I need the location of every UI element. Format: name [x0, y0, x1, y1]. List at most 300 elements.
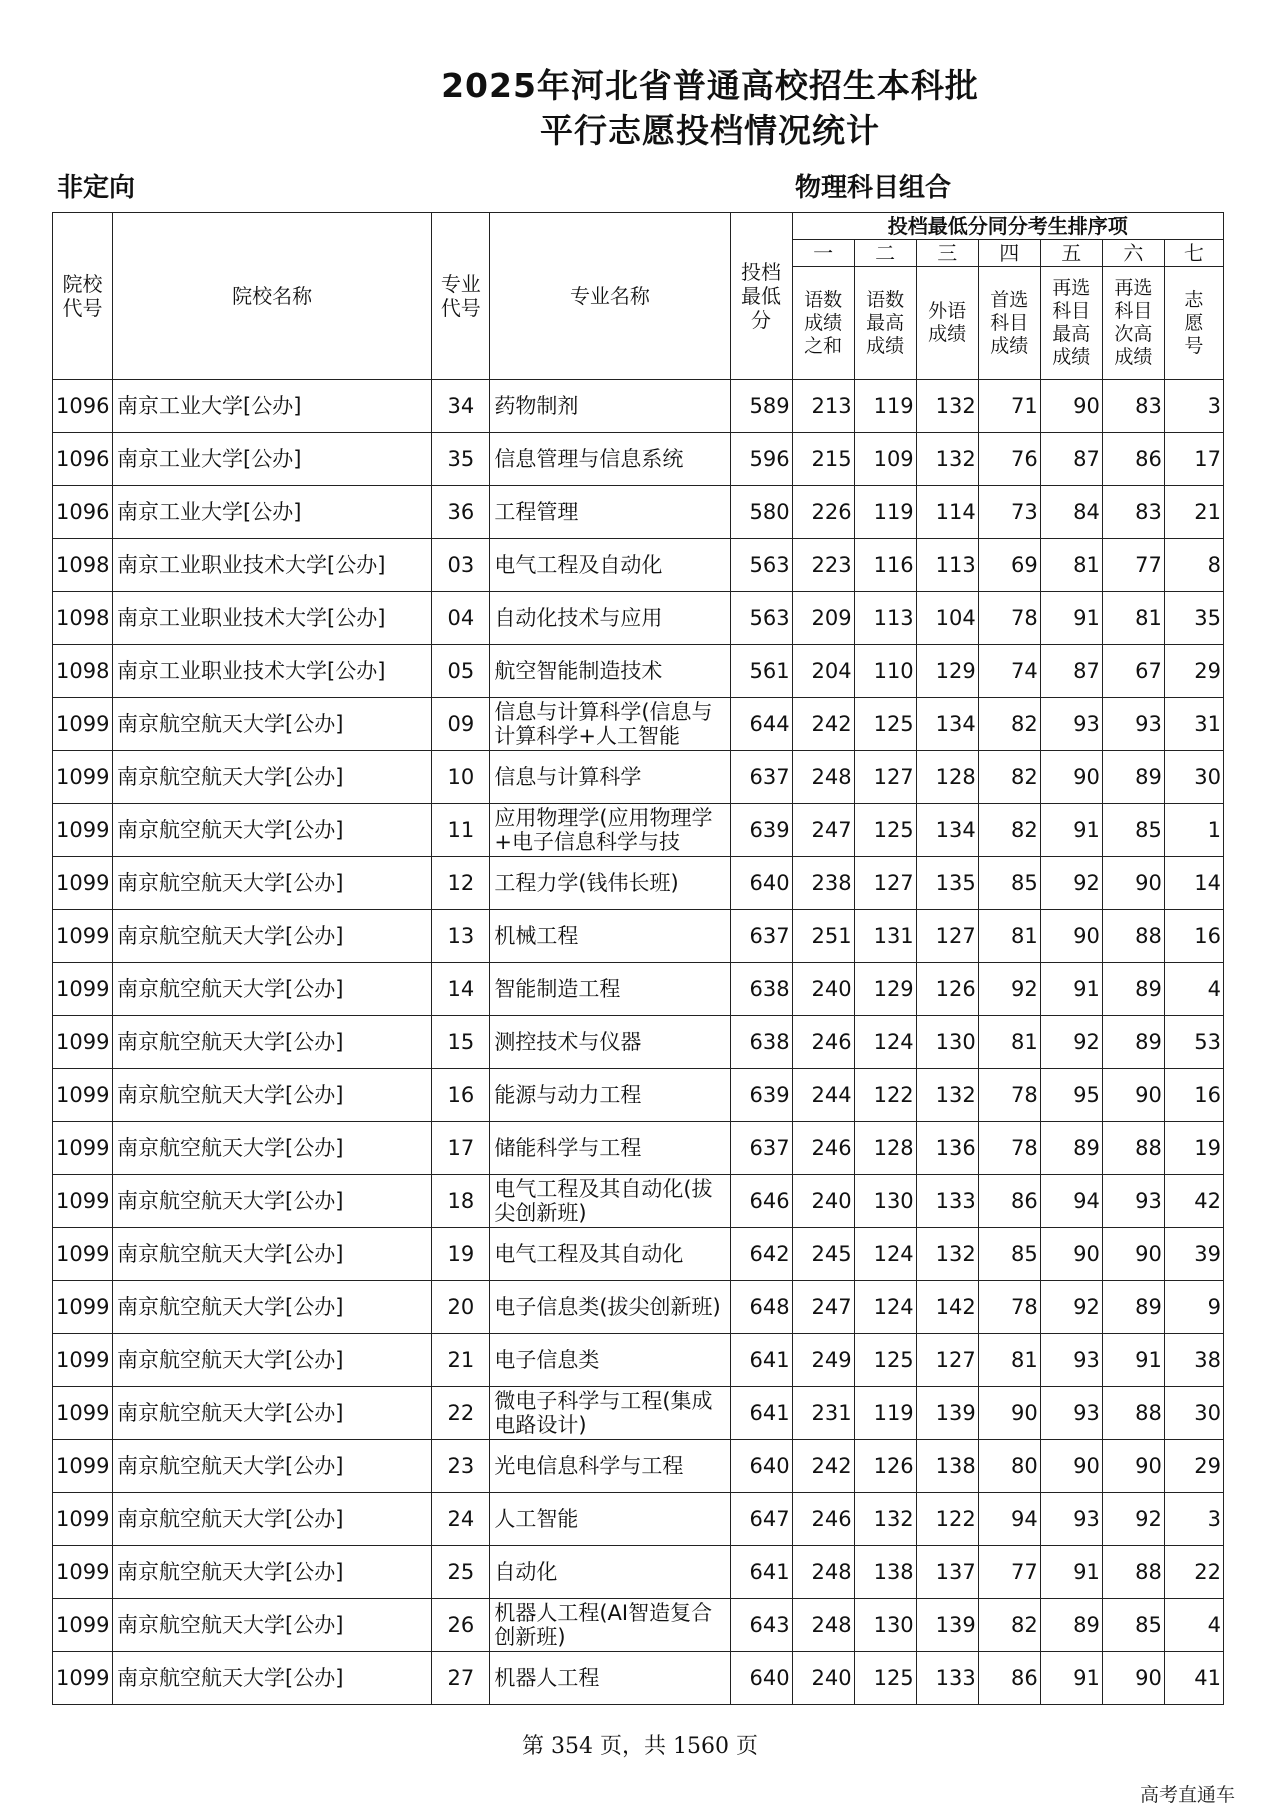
major-name-cell: 工程力学(钱伟长班)	[490, 857, 730, 910]
yushu-sum-cell: 242	[792, 1440, 854, 1493]
wish-number-cell: 53	[1164, 1016, 1223, 1069]
foreign-language-cell: 132	[916, 433, 978, 486]
table-row	[53, 1228, 1224, 1281]
major-code-cell: 14	[432, 963, 490, 1016]
yushu-max-cell: 124	[854, 1281, 916, 1334]
first-subject-cell: 76	[978, 433, 1040, 486]
wish-number-cell: 21	[1164, 486, 1223, 539]
wish-number-cell: 3	[1164, 1493, 1223, 1546]
school-code-cell: 1099	[53, 1440, 113, 1493]
elective-max-cell: 90	[1040, 1440, 1102, 1493]
school-code-cell: 1098	[53, 592, 113, 645]
school-name-cell: 南京航空航天大学[公办]	[113, 698, 432, 751]
major-code-cell: 13	[432, 910, 490, 963]
school-code-cell: 1099	[53, 1334, 113, 1387]
yushu-sum-cell: 240	[792, 963, 854, 1016]
wish-number-cell: 30	[1164, 751, 1223, 804]
wish-number-cell: 29	[1164, 1440, 1223, 1493]
wish-number-cell: 19	[1164, 1122, 1223, 1175]
first-subject-cell: 81	[978, 1334, 1040, 1387]
table-row	[53, 1493, 1224, 1546]
foreign-language-cell: 130	[916, 1016, 978, 1069]
min-score-cell: 647	[730, 1493, 792, 1546]
yushu-sum-cell: 238	[792, 857, 854, 910]
major-code-cell: 03	[432, 539, 490, 592]
school-code-cell: 1099	[53, 857, 113, 910]
admission-table	[52, 212, 1224, 1705]
foreign-language-cell: 138	[916, 1440, 978, 1493]
yushu-sum-cell: 242	[792, 698, 854, 751]
elective-second-cell: 83	[1102, 486, 1164, 539]
major-name-cell: 信息与计算科学	[490, 751, 730, 804]
table-row	[53, 698, 1224, 751]
elective-max-cell: 89	[1040, 1122, 1102, 1175]
foreign-language-cell: 114	[916, 486, 978, 539]
yushu-max-cell: 116	[854, 539, 916, 592]
major-code-cell: 09	[432, 698, 490, 751]
table-row	[53, 592, 1224, 645]
major-code-cell: 04	[432, 592, 490, 645]
major-code-cell: 16	[432, 1069, 490, 1122]
yushu-sum-cell: 215	[792, 433, 854, 486]
school-code-cell: 1098	[53, 645, 113, 698]
elective-max-cell: 90	[1040, 910, 1102, 963]
school-name-cell: 南京航空航天大学[公办]	[113, 1069, 432, 1122]
min-score-cell: 596	[730, 433, 792, 486]
category-label: 非定向	[57, 173, 136, 203]
elective-max-cell: 92	[1040, 1016, 1102, 1069]
first-subject-cell: 94	[978, 1493, 1040, 1546]
elective-max-cell: 90	[1040, 380, 1102, 433]
major-code-cell: 15	[432, 1016, 490, 1069]
page-title-line2: 平行志愿投档情况统计	[540, 111, 880, 150]
foreign-language-cell: 139	[916, 1599, 978, 1652]
elective-max-cell: 91	[1040, 963, 1102, 1016]
table-row	[53, 539, 1224, 592]
major-name-cell: 电气工程及自动化	[490, 539, 730, 592]
first-subject-cell: 85	[978, 857, 1040, 910]
table-row	[53, 857, 1224, 910]
wish-number-cell: 29	[1164, 645, 1223, 698]
min-score-cell: 638	[730, 1016, 792, 1069]
yushu-max-cell: 124	[854, 1228, 916, 1281]
elective-second-cell: 88	[1102, 1546, 1164, 1599]
major-name-cell: 航空智能制造技术	[490, 645, 730, 698]
yushu-max-cell: 119	[854, 380, 916, 433]
yushu-sum-cell: 248	[792, 751, 854, 804]
yushu-sum-cell: 240	[792, 1652, 854, 1705]
subject-combination-label: 物理科目组合	[795, 173, 952, 203]
yushu-sum-cell: 248	[792, 1599, 854, 1652]
yushu-max-cell: 125	[854, 1334, 916, 1387]
watermark-text: 高考直通车	[1140, 1784, 1236, 1806]
wish-number-cell: 4	[1164, 1599, 1223, 1652]
school-code-cell: 1096	[53, 486, 113, 539]
header-major-name: 专业名称	[490, 213, 730, 380]
min-score-cell: 641	[730, 1334, 792, 1387]
major-code-cell: 25	[432, 1546, 490, 1599]
school-name-cell: 南京航空航天大学[公办]	[113, 1493, 432, 1546]
yushu-max-cell: 130	[854, 1175, 916, 1228]
school-code-cell: 1098	[53, 539, 113, 592]
header-school-name: 院校名称	[113, 213, 432, 380]
min-score-cell: 642	[730, 1228, 792, 1281]
elective-second-cell: 85	[1102, 1599, 1164, 1652]
yushu-sum-cell: 247	[792, 1281, 854, 1334]
major-name-cell: 自动化	[490, 1546, 730, 1599]
yushu-max-cell: 138	[854, 1546, 916, 1599]
wish-number-cell: 16	[1164, 910, 1223, 963]
elective-second-cell: 90	[1102, 1228, 1164, 1281]
foreign-language-cell: 133	[916, 1175, 978, 1228]
elective-second-cell: 67	[1102, 645, 1164, 698]
yushu-sum-cell: 244	[792, 1069, 854, 1122]
table-row	[53, 1652, 1224, 1705]
foreign-language-cell: 134	[916, 698, 978, 751]
foreign-language-cell: 132	[916, 380, 978, 433]
wish-number-cell: 8	[1164, 539, 1223, 592]
table-row	[53, 1546, 1224, 1599]
header-tiebreak-title: 投档最低分同分考生排序项	[792, 213, 1223, 240]
elective-max-cell: 87	[1040, 433, 1102, 486]
school-name-cell: 南京航空航天大学[公办]	[113, 1175, 432, 1228]
header-school-code: 院校代号	[53, 213, 113, 380]
school-name-cell: 南京航空航天大学[公办]	[113, 857, 432, 910]
major-name-cell: 储能科学与工程	[490, 1122, 730, 1175]
table-row	[53, 1387, 1224, 1440]
elective-max-cell: 93	[1040, 698, 1102, 751]
min-score-cell: 561	[730, 645, 792, 698]
yushu-sum-cell: 251	[792, 910, 854, 963]
elective-max-cell: 91	[1040, 592, 1102, 645]
school-name-cell: 南京航空航天大学[公办]	[113, 910, 432, 963]
school-name-cell: 南京工业职业技术大学[公办]	[113, 645, 432, 698]
school-code-cell: 1099	[53, 804, 113, 857]
elective-second-cell: 93	[1102, 1175, 1164, 1228]
major-name-cell: 电气工程及其自动化(拔尖创新班)	[490, 1175, 730, 1228]
wish-number-cell: 4	[1164, 963, 1223, 1016]
min-score-cell: 563	[730, 539, 792, 592]
school-code-cell: 1099	[53, 1599, 113, 1652]
school-code-cell: 1099	[53, 1069, 113, 1122]
yushu-max-cell: 130	[854, 1599, 916, 1652]
elective-max-cell: 89	[1040, 1599, 1102, 1652]
first-subject-cell: 82	[978, 804, 1040, 857]
elective-max-cell: 94	[1040, 1175, 1102, 1228]
foreign-language-cell: 113	[916, 539, 978, 592]
elective-second-cell: 89	[1102, 1281, 1164, 1334]
yushu-sum-cell: 213	[792, 380, 854, 433]
elective-second-cell: 89	[1102, 963, 1164, 1016]
min-score-cell: 563	[730, 592, 792, 645]
major-name-cell: 智能制造工程	[490, 963, 730, 1016]
elective-max-cell: 87	[1040, 645, 1102, 698]
first-subject-cell: 78	[978, 1281, 1040, 1334]
school-code-cell: 1099	[53, 698, 113, 751]
yushu-max-cell: 129	[854, 963, 916, 1016]
wish-number-cell: 14	[1164, 857, 1223, 910]
elective-second-cell: 89	[1102, 751, 1164, 804]
elective-max-cell: 95	[1040, 1069, 1102, 1122]
wish-number-cell: 31	[1164, 698, 1223, 751]
first-subject-cell: 81	[978, 1016, 1040, 1069]
wish-number-cell: 30	[1164, 1387, 1223, 1440]
table-row	[53, 433, 1224, 486]
first-subject-cell: 78	[978, 1122, 1040, 1175]
foreign-language-cell: 135	[916, 857, 978, 910]
school-code-cell: 1099	[53, 1387, 113, 1440]
elective-second-cell: 89	[1102, 1016, 1164, 1069]
major-name-cell: 信息管理与信息系统	[490, 433, 730, 486]
wish-number-cell: 41	[1164, 1652, 1223, 1705]
first-subject-cell: 80	[978, 1440, 1040, 1493]
major-code-cell: 10	[432, 751, 490, 804]
major-name-cell: 电气工程及其自动化	[490, 1228, 730, 1281]
wish-number-cell: 17	[1164, 433, 1223, 486]
major-code-cell: 22	[432, 1387, 490, 1440]
foreign-language-cell: 127	[916, 910, 978, 963]
major-name-cell: 工程管理	[490, 486, 730, 539]
header-tiebreak-number: 七	[1164, 240, 1223, 267]
foreign-language-cell: 126	[916, 963, 978, 1016]
header-tiebreak-item: 再选科目次高成绩	[1102, 267, 1164, 380]
min-score-cell: 637	[730, 1122, 792, 1175]
elective-second-cell: 88	[1102, 910, 1164, 963]
table-row	[53, 804, 1224, 857]
yushu-max-cell: 119	[854, 1387, 916, 1440]
first-subject-cell: 69	[978, 539, 1040, 592]
min-score-cell: 589	[730, 380, 792, 433]
header-tiebreak-item: 语数成绩之和	[792, 267, 854, 380]
elective-max-cell: 84	[1040, 486, 1102, 539]
major-code-cell: 19	[432, 1228, 490, 1281]
table-row	[53, 380, 1224, 433]
elective-second-cell: 88	[1102, 1122, 1164, 1175]
yushu-sum-cell: 246	[792, 1016, 854, 1069]
foreign-language-cell: 133	[916, 1652, 978, 1705]
major-name-cell: 药物制剂	[490, 380, 730, 433]
min-score-cell: 641	[730, 1387, 792, 1440]
wish-number-cell: 35	[1164, 592, 1223, 645]
table-row	[53, 1281, 1224, 1334]
school-name-cell: 南京工业大学[公办]	[113, 433, 432, 486]
major-name-cell: 应用物理学(应用物理学+电子信息科学与技	[490, 804, 730, 857]
elective-max-cell: 91	[1040, 1546, 1102, 1599]
school-code-cell: 1099	[53, 1122, 113, 1175]
school-code-cell: 1096	[53, 433, 113, 486]
table-row	[53, 1122, 1224, 1175]
foreign-language-cell: 139	[916, 1387, 978, 1440]
elective-max-cell: 92	[1040, 857, 1102, 910]
major-code-cell: 11	[432, 804, 490, 857]
yushu-max-cell: 128	[854, 1122, 916, 1175]
header-tiebreak-number: 二	[854, 240, 916, 267]
first-subject-cell: 73	[978, 486, 1040, 539]
elective-max-cell: 93	[1040, 1387, 1102, 1440]
major-code-cell: 05	[432, 645, 490, 698]
foreign-language-cell: 129	[916, 645, 978, 698]
school-name-cell: 南京航空航天大学[公办]	[113, 1281, 432, 1334]
header-tiebreak-number: 三	[916, 240, 978, 267]
major-name-cell: 人工智能	[490, 1493, 730, 1546]
wish-number-cell: 42	[1164, 1175, 1223, 1228]
foreign-language-cell: 142	[916, 1281, 978, 1334]
school-name-cell: 南京工业大学[公办]	[113, 380, 432, 433]
first-subject-cell: 82	[978, 698, 1040, 751]
school-name-cell: 南京工业职业技术大学[公办]	[113, 539, 432, 592]
yushu-sum-cell: 204	[792, 645, 854, 698]
first-subject-cell: 82	[978, 1599, 1040, 1652]
wish-number-cell: 16	[1164, 1069, 1223, 1122]
major-name-cell: 微电子科学与工程(集成电路设计)	[490, 1387, 730, 1440]
min-score-cell: 646	[730, 1175, 792, 1228]
yushu-max-cell: 113	[854, 592, 916, 645]
school-code-cell: 1099	[53, 1546, 113, 1599]
header-tiebreak-item: 语数最高成绩	[854, 267, 916, 380]
major-name-cell: 机器人工程(AI智造复合创新班)	[490, 1599, 730, 1652]
wish-number-cell: 38	[1164, 1334, 1223, 1387]
table-row	[53, 751, 1224, 804]
first-subject-cell: 86	[978, 1175, 1040, 1228]
table-row	[53, 1016, 1224, 1069]
header-tiebreak-item: 志愿号	[1164, 267, 1223, 380]
foreign-language-cell: 122	[916, 1493, 978, 1546]
major-code-cell: 26	[432, 1599, 490, 1652]
foreign-language-cell: 134	[916, 804, 978, 857]
yushu-max-cell: 110	[854, 645, 916, 698]
major-code-cell: 18	[432, 1175, 490, 1228]
major-name-cell: 电子信息类(拔尖创新班)	[490, 1281, 730, 1334]
school-name-cell: 南京航空航天大学[公办]	[113, 1440, 432, 1493]
table-row	[53, 645, 1224, 698]
page-number: 第 354 页，共 1560 页	[522, 1734, 758, 1759]
first-subject-cell: 78	[978, 592, 1040, 645]
min-score-cell: 637	[730, 910, 792, 963]
table-row	[53, 1175, 1224, 1228]
yushu-max-cell: 127	[854, 857, 916, 910]
header-tiebreak-number: 六	[1102, 240, 1164, 267]
yushu-sum-cell: 249	[792, 1334, 854, 1387]
wish-number-cell: 22	[1164, 1546, 1223, 1599]
yushu-max-cell: 124	[854, 1016, 916, 1069]
wish-number-cell: 1	[1164, 804, 1223, 857]
school-name-cell: 南京航空航天大学[公办]	[113, 1334, 432, 1387]
min-score-cell: 640	[730, 1440, 792, 1493]
foreign-language-cell: 128	[916, 751, 978, 804]
elective-second-cell: 86	[1102, 433, 1164, 486]
wish-number-cell: 9	[1164, 1281, 1223, 1334]
school-code-cell: 1096	[53, 380, 113, 433]
foreign-language-cell: 132	[916, 1228, 978, 1281]
min-score-cell: 637	[730, 751, 792, 804]
elective-max-cell: 93	[1040, 1493, 1102, 1546]
foreign-language-cell: 127	[916, 1334, 978, 1387]
yushu-sum-cell: 245	[792, 1228, 854, 1281]
yushu-sum-cell: 247	[792, 804, 854, 857]
school-code-cell: 1099	[53, 1493, 113, 1546]
school-code-cell: 1099	[53, 751, 113, 804]
yushu-sum-cell: 226	[792, 486, 854, 539]
school-code-cell: 1099	[53, 1652, 113, 1705]
school-name-cell: 南京工业职业技术大学[公办]	[113, 592, 432, 645]
major-code-cell: 36	[432, 486, 490, 539]
elective-max-cell: 90	[1040, 751, 1102, 804]
school-code-cell: 1099	[53, 1016, 113, 1069]
header-major-code: 专业代号	[432, 213, 490, 380]
yushu-max-cell: 126	[854, 1440, 916, 1493]
major-code-cell: 20	[432, 1281, 490, 1334]
table-row	[53, 1440, 1224, 1493]
major-code-cell: 12	[432, 857, 490, 910]
wish-number-cell: 3	[1164, 380, 1223, 433]
first-subject-cell: 92	[978, 963, 1040, 1016]
elective-second-cell: 90	[1102, 1652, 1164, 1705]
major-name-cell: 电子信息类	[490, 1334, 730, 1387]
min-score-cell: 640	[730, 1652, 792, 1705]
yushu-sum-cell: 248	[792, 1546, 854, 1599]
elective-second-cell: 90	[1102, 1440, 1164, 1493]
yushu-max-cell: 122	[854, 1069, 916, 1122]
foreign-language-cell: 132	[916, 1069, 978, 1122]
major-name-cell: 机械工程	[490, 910, 730, 963]
header-tiebreak-number: 五	[1040, 240, 1102, 267]
table-row	[53, 1069, 1224, 1122]
yushu-sum-cell: 231	[792, 1387, 854, 1440]
first-subject-cell: 81	[978, 910, 1040, 963]
major-name-cell: 信息与计算科学(信息与计算科学+人工智能	[490, 698, 730, 751]
header-tiebreak-item: 外语成绩	[916, 267, 978, 380]
elective-second-cell: 85	[1102, 804, 1164, 857]
school-name-cell: 南京航空航天大学[公办]	[113, 1546, 432, 1599]
min-score-cell: 639	[730, 804, 792, 857]
school-code-cell: 1099	[53, 1281, 113, 1334]
yushu-max-cell: 125	[854, 698, 916, 751]
page-title-line1: 2025年河北省普通高校招生本科批	[441, 66, 979, 105]
elective-max-cell: 91	[1040, 1652, 1102, 1705]
elective-second-cell: 93	[1102, 698, 1164, 751]
school-name-cell: 南京航空航天大学[公办]	[113, 1387, 432, 1440]
yushu-max-cell: 125	[854, 804, 916, 857]
school-name-cell: 南京航空航天大学[公办]	[113, 1122, 432, 1175]
yushu-max-cell: 125	[854, 1652, 916, 1705]
school-name-cell: 南京航空航天大学[公办]	[113, 751, 432, 804]
first-subject-cell: 85	[978, 1228, 1040, 1281]
elective-max-cell: 92	[1040, 1281, 1102, 1334]
elective-second-cell: 77	[1102, 539, 1164, 592]
elective-max-cell: 93	[1040, 1334, 1102, 1387]
min-score-cell: 580	[730, 486, 792, 539]
elective-second-cell: 91	[1102, 1334, 1164, 1387]
major-code-cell: 34	[432, 380, 490, 433]
yushu-sum-cell: 209	[792, 592, 854, 645]
major-code-cell: 24	[432, 1493, 490, 1546]
school-code-cell: 1099	[53, 963, 113, 1016]
elective-second-cell: 83	[1102, 380, 1164, 433]
elective-second-cell: 81	[1102, 592, 1164, 645]
yushu-max-cell: 131	[854, 910, 916, 963]
school-name-cell: 南京航空航天大学[公办]	[113, 1016, 432, 1069]
major-code-cell: 17	[432, 1122, 490, 1175]
table-row	[53, 963, 1224, 1016]
yushu-sum-cell: 240	[792, 1175, 854, 1228]
header-tiebreak-number: 四	[978, 240, 1040, 267]
elective-second-cell: 90	[1102, 857, 1164, 910]
elective-max-cell: 91	[1040, 804, 1102, 857]
header-tiebreak-number: 一	[792, 240, 854, 267]
major-code-cell: 21	[432, 1334, 490, 1387]
elective-second-cell: 92	[1102, 1493, 1164, 1546]
first-subject-cell: 90	[978, 1387, 1040, 1440]
